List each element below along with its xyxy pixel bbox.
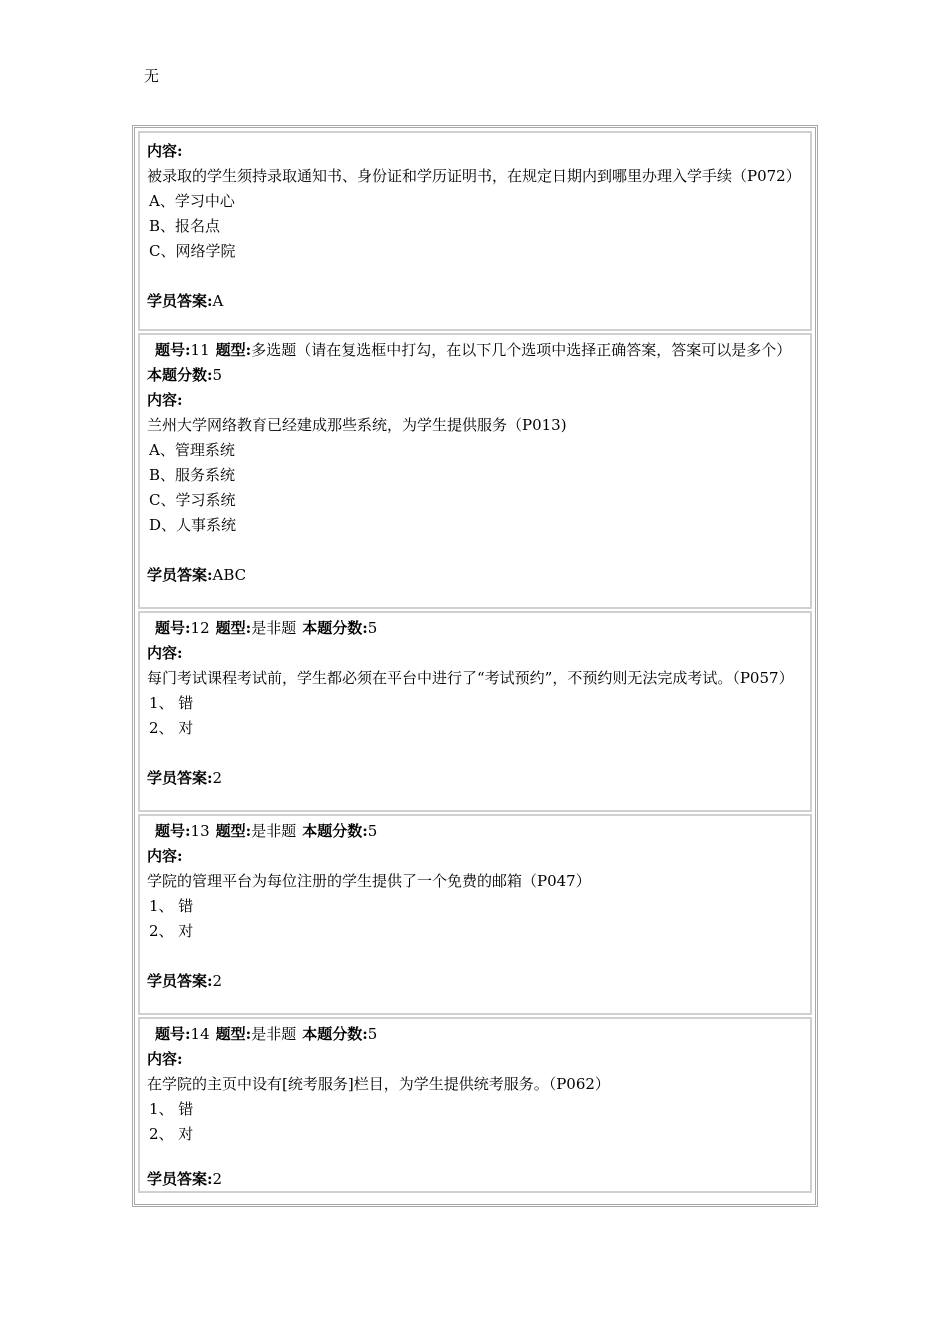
score-line: 本题分数:5 bbox=[147, 366, 223, 384]
question-content: 兰州大学网络教育已经建成那些系统，为学生提供服务（P013) bbox=[147, 416, 567, 434]
answer-value: 2 bbox=[212, 769, 223, 787]
top-note: 无 bbox=[144, 67, 160, 85]
option-1: 1、 错 bbox=[149, 1100, 194, 1118]
content-label: 内容: bbox=[147, 142, 183, 160]
question-type: 是非题 bbox=[251, 1025, 297, 1043]
option-2: 2、 对 bbox=[149, 922, 194, 940]
option-d: D、人事系统 bbox=[149, 516, 237, 534]
question-content: 每门考试课程考试前，学生都必须在平台中进行了“考试预约”，不预约则无法完成考试。（P057） bbox=[147, 669, 794, 687]
score-value: 5 bbox=[212, 366, 223, 384]
option-c: C、学习系统 bbox=[149, 491, 236, 509]
student-answer: 学员答案:2 bbox=[147, 972, 223, 990]
option-a: A、管理系统 bbox=[149, 441, 235, 459]
question-number: 14 bbox=[190, 1025, 210, 1043]
option-a: A、学习中心 bbox=[149, 192, 235, 210]
question-type: 多选题（请在复选框中打勾，在以下几个选项中选择正确答案，答案可以是多个） bbox=[251, 341, 792, 359]
question-number: 12 bbox=[190, 619, 210, 637]
option-2: 2、 对 bbox=[149, 719, 194, 737]
content-label: 内容: bbox=[147, 391, 183, 409]
student-answer: 学员答案:2 bbox=[147, 769, 223, 787]
option-b: B、服务系统 bbox=[149, 466, 236, 484]
question-list bbox=[132, 125, 818, 1207]
student-answer: 学员答案:ABC bbox=[147, 566, 247, 584]
answer-value: A bbox=[212, 292, 224, 310]
content-label: 内容: bbox=[147, 1050, 183, 1068]
question-header: 题号:13 题型:是非题 本题分数:5 bbox=[155, 822, 378, 840]
question-block-11 bbox=[138, 333, 812, 609]
question-number: 13 bbox=[190, 822, 210, 840]
content-label: 内容: bbox=[147, 644, 183, 662]
score-value: 5 bbox=[367, 619, 378, 637]
question-header: 题号:12 题型:是非题 本题分数:5 bbox=[155, 619, 378, 637]
question-type: 是非题 bbox=[251, 822, 297, 840]
question-header: 题号:11 题型:多选题（请在复选框中打勾，在以下几个选项中选择正确答案，答案可以是多个） bbox=[155, 341, 792, 359]
content-label: 内容: bbox=[147, 847, 183, 865]
option-c: C、网络学院 bbox=[149, 242, 236, 260]
score-value: 5 bbox=[367, 1025, 378, 1043]
question-content: 被录取的学生须持录取通知书、身份证和学历证明书，在规定日期内到哪里办理入学手续（P072） bbox=[147, 167, 801, 185]
score-value: 5 bbox=[367, 822, 378, 840]
option-b: B、报名点 bbox=[149, 217, 221, 235]
answer-value: 2 bbox=[212, 972, 223, 990]
question-block-14 bbox=[138, 1017, 812, 1193]
answer-value: ABC bbox=[212, 566, 247, 584]
option-2: 2、 对 bbox=[149, 1125, 194, 1143]
student-answer: 学员答案:A bbox=[147, 292, 224, 310]
question-content: 学院的管理平台为每位注册的学生提供了一个免费的邮箱（P047） bbox=[147, 872, 591, 890]
student-answer: 学员答案:2 bbox=[147, 1170, 223, 1188]
question-block-10 bbox=[138, 131, 812, 331]
question-content: 在学院的主页中设有[统考服务]栏目，为学生提供统考服务。（P062） bbox=[147, 1075, 610, 1093]
answer-value: 2 bbox=[212, 1170, 223, 1188]
question-block-12 bbox=[138, 611, 812, 812]
question-header: 题号:14 题型:是非题 本题分数:5 bbox=[155, 1025, 378, 1043]
question-number: 11 bbox=[190, 341, 210, 359]
option-1: 1、 错 bbox=[149, 897, 194, 915]
option-1: 1、 错 bbox=[149, 694, 194, 712]
question-type: 是非题 bbox=[251, 619, 297, 637]
question-block-13 bbox=[138, 814, 812, 1015]
